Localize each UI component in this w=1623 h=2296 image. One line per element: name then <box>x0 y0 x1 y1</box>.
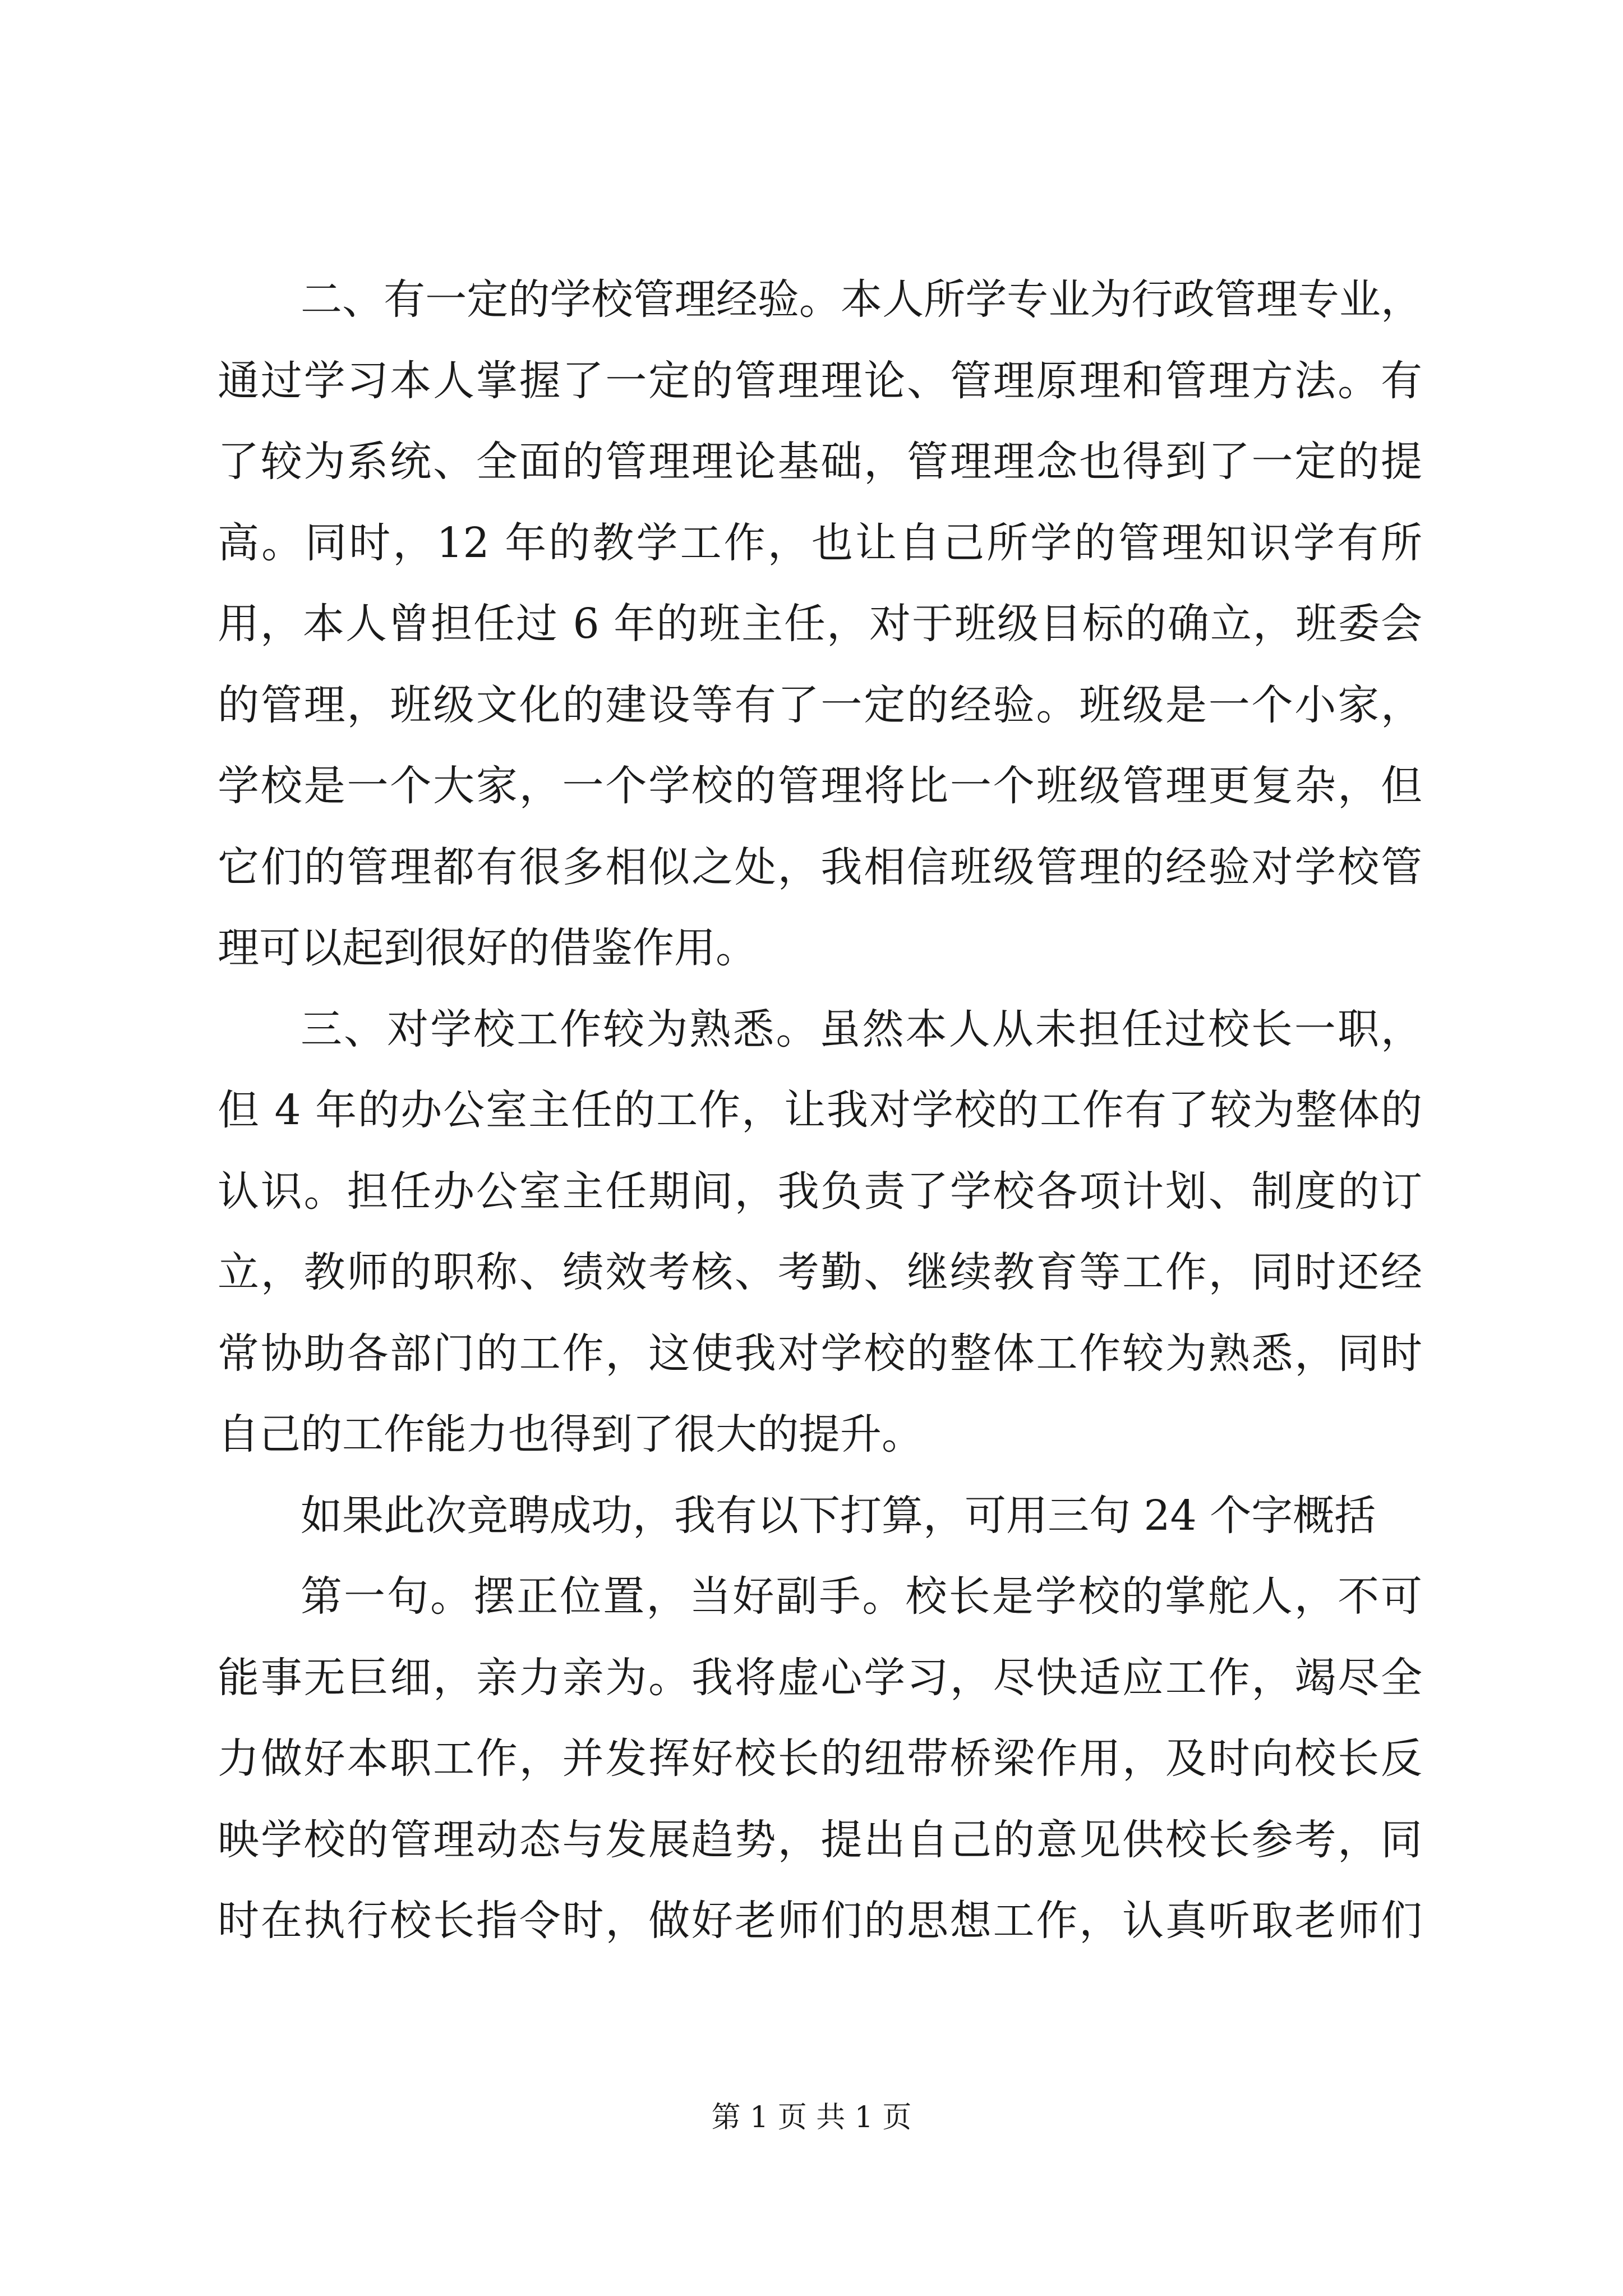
text-line: 力做好本职工作，并发挥好校长的纽带桥梁作用，及时向校长反 <box>218 1734 1422 1783</box>
text-line: 常协助各部门的工作，这使我对学校的整体工作较为熟悉，同时 <box>218 1329 1422 1378</box>
text-line: 但 4 年的办公室主任的工作，让我对学校的工作有了较为整体的 <box>218 1086 1422 1134</box>
text-line: 高。同时，12 年的教学工作，也让自己所学的管理知识学有所 <box>218 518 1422 567</box>
text-line: 的管理，班级文化的建设等有了一定的经验。班级是一个小家， <box>218 680 1422 729</box>
text-line: 时在执行校长指令时，做好老师们的思想工作，认真听取老师们 <box>218 1897 1422 1945</box>
text-line: 二、有一定的学校管理经验。本人所学专业为行政管理专业， <box>301 275 1422 324</box>
text-line: 通过学习本人掌握了一定的管理理论、管理原理和管理方法。有 <box>218 356 1422 405</box>
text-line: 映学校的管理动态与发展趋势，提出自己的意见供校长参考，同 <box>218 1815 1422 1864</box>
text-line: 学校是一个大家，一个学校的管理将比一个班级管理更复杂，但 <box>218 762 1422 810</box>
text-line: 三、对学校工作较为熟悉。虽然本人从未担任过校长一职， <box>301 1005 1422 1053</box>
page-footer: 第 1 页 共 1 页 <box>711 2101 912 2134</box>
text-line: 如果此次竞聘成功，我有以下打算，可用三句 24 个字概括 <box>301 1491 1376 1540</box>
text-line: 认识。担任办公室主任期间，我负责了学校各项计划、制度的订 <box>218 1167 1422 1216</box>
text-line: 自己的工作能力也得到了很大的提升。 <box>218 1410 923 1458</box>
text-line: 第一句。摆正位置，当好副手。校长是学校的掌舵人，不可 <box>301 1572 1422 1621</box>
text-line: 用，本人曾担任过 6 年的班主任，对于班级目标的确立，班委会 <box>218 600 1422 648</box>
text-line: 它们的管理都有很多相似之处，我相信班级管理的经验对学校管 <box>218 843 1422 891</box>
text-line: 了较为系统、全面的管理理论基础，管理理念也得到了一定的提 <box>218 438 1422 486</box>
body-text <box>218 259 1422 1962</box>
text-line: 能事无巨细，亲力亲为。我将虚心学习，尽快适应工作，竭尽全 <box>218 1653 1422 1702</box>
text-line: 立，教师的职称、绩效考核、考勤、继续教育等工作，同时还经 <box>218 1248 1422 1296</box>
text-line: 理可以起到很好的借鉴作用。 <box>218 924 757 972</box>
